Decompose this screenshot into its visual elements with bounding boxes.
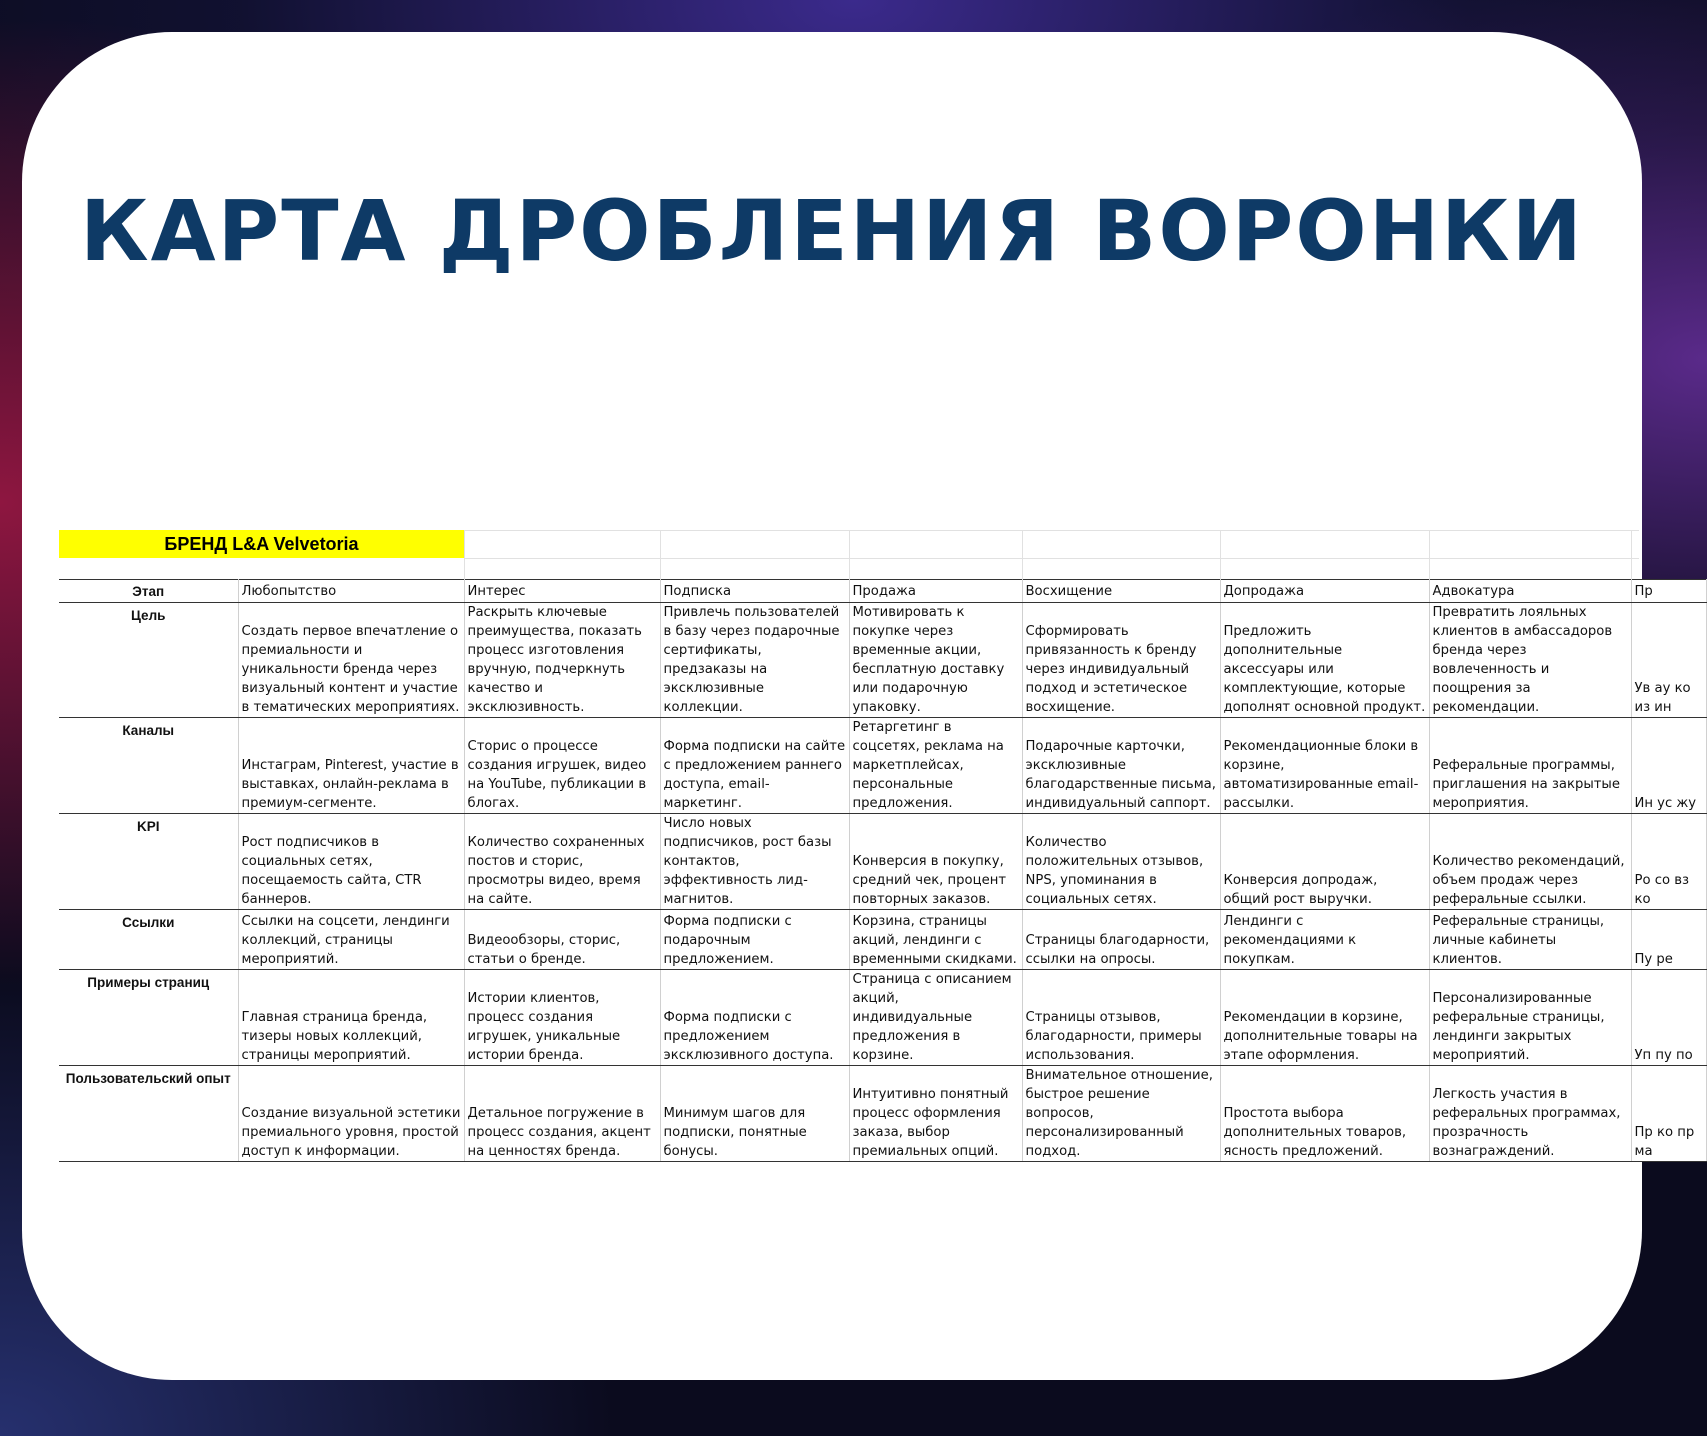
table-cell: Привлечь пользователей в базу через подарочные сертификаты, предзаказы на эксклюзивные коллекции.: [660, 603, 849, 718]
table-cell: Страница с описанием акций, индивидуальные предложения в корзине.: [849, 970, 1022, 1066]
table-cell: Интуитивно понятный процесс оформления заказа, выбор премиальных опций.: [849, 1066, 1022, 1162]
table-cell: Рекомендационные блоки в корзине, автоматизированные email-рассылки.: [1220, 718, 1429, 814]
table-cell: Конверсия допродаж, общий рост выручки.: [1220, 814, 1429, 910]
table-cell: Число новых подписчиков, рост базы контактов, эффективность лид-магнитов.: [660, 814, 849, 910]
row-label: KPI: [59, 814, 238, 910]
table-cell: Реферальные страницы, личные кабинеты клиентов.: [1429, 910, 1631, 970]
brand-cell: БРЕНД L&A Velvetoria: [59, 530, 464, 558]
table-cell: Ув ау ко из ин: [1631, 603, 1706, 718]
table-cell: Рекомендации в корзине, дополнительные товары на этапе оформления.: [1220, 970, 1429, 1066]
table-cell: Раскрыть ключевые преимущества, показать процесс изготовления вручную, подчеркнуть качество и эксклюзивность.: [464, 603, 660, 718]
table-cell: Пу ре: [1631, 910, 1706, 970]
table-cell: Создать первое впечатление о премиальности и уникальности бренда через визуальный контент и участие в тематических мероприятиях.: [238, 603, 464, 718]
table-row: [59, 814, 1706, 910]
table-cell: Форма подписки на сайте с предложением раннего доступа, email-маркетинг.: [660, 718, 849, 814]
table-cell: Пр ко пр ма: [1631, 1066, 1706, 1162]
table-cell: Лендинги с рекомендациями к покупкам.: [1220, 910, 1429, 970]
table-cell: Истории клиентов, процесс создания игрушек, уникальные истории бренда.: [464, 970, 660, 1066]
table-cell: Рост подписчиков в социальных сетях, посещаемость сайта, CTR баннеров.: [238, 814, 464, 910]
table-cell: Ссылки на соцсети, лендинги коллекций, страницы мероприятий.: [238, 910, 464, 970]
table-cell: Сторис о процессе создания игрушек, видео на YouTube, публикации в блогах.: [464, 718, 660, 814]
row-label: Ссылки: [59, 910, 238, 970]
slide-card: [22, 32, 1697, 1380]
table-cell: Мотивировать к покупке через временные акции, бесплатную доставку или подарочную упаковку.: [849, 603, 1022, 718]
table-row: [59, 970, 1706, 1066]
header-cell: Адвокатура: [1429, 580, 1631, 603]
header-stage-label: Этап: [59, 580, 238, 603]
table-cell: Страницы отзывов, благодарности, примеры использования.: [1022, 970, 1220, 1066]
header-cell: Допродажа: [1220, 580, 1429, 603]
header-cell: Подписка: [660, 580, 849, 603]
table-cell: Превратить лояльных клиентов в амбассадоров бренда через вовлеченность и поощрения за рекомендации.: [1429, 603, 1631, 718]
table-cell: Ретаргетинг в соцсетях, реклама на маркетплейсах, персональные предложения.: [849, 718, 1022, 814]
table-cell: Форма подписки с подарочным предложением.: [660, 910, 849, 970]
row-label: Цель: [59, 603, 238, 718]
table-cell: Персонализированные реферальные страницы, лендинги закрытых мероприятий.: [1429, 970, 1631, 1066]
table-header-row: [59, 580, 1706, 603]
spreadsheet-screenshot: [59, 530, 1697, 1159]
table-row: [59, 1066, 1706, 1162]
table-cell: Реферальные программы, приглашения на закрытые мероприятия.: [1429, 718, 1631, 814]
table-cell: Страницы благодарности, ссылки на опросы.: [1022, 910, 1220, 970]
table-cell: Создание визуальной эстетики премиального уровня, простой доступ к информации.: [238, 1066, 464, 1162]
table-cell: Минимум шагов для подписки, понятные бонусы.: [660, 1066, 849, 1162]
table-cell: Ро со вз ко: [1631, 814, 1706, 910]
table-row: [59, 603, 1706, 718]
table-cell: Подарочные карточки, эксклюзивные благодарственные письма, индивидуальный саппорт.: [1022, 718, 1220, 814]
table-cell: Уп пу по: [1631, 970, 1706, 1066]
table-row: [59, 910, 1706, 970]
table-cell: Количество рекомендаций, объем продаж через реферальные ссылки.: [1429, 814, 1631, 910]
table-cell: Сформировать привязанность к бренду через индивидуальный подход и эстетическое восхищение.: [1022, 603, 1220, 718]
row-label: Каналы: [59, 718, 238, 814]
funnel-table-body: [59, 580, 1706, 1162]
header-cell: Любопытство: [238, 580, 464, 603]
table-cell: Количество сохраненных постов и сторис, просмотры видео, время на сайте.: [464, 814, 660, 910]
table-cell: Главная страница бренда, тизеры новых коллекций, страницы мероприятий.: [238, 970, 464, 1066]
table-cell: Ин ус жу: [1631, 718, 1706, 814]
header-cell: Восхищение: [1022, 580, 1220, 603]
header-cell: Пр: [1631, 580, 1706, 603]
slide-title: КАРТА ДРОБЛЕНИЯ ВОРОНКИ: [80, 182, 1584, 280]
table-cell: Форма подписки с предложением эксклюзивного доступа.: [660, 970, 849, 1066]
funnel-table: [59, 579, 1707, 1162]
table-cell: Инстаграм, Pinterest, участие в выставках, онлайн-реклама в премиум-сегменте.: [238, 718, 464, 814]
table-cell: Простота выбора дополнительных товаров, ясность предложений.: [1220, 1066, 1429, 1162]
table-row: [59, 718, 1706, 814]
table-cell: Детальное погружение в процесс создания, акцент на ценностях бренда.: [464, 1066, 660, 1162]
table-cell: Количество положительных отзывов, NPS, упоминания в социальных сетях.: [1022, 814, 1220, 910]
table-cell: Конверсия в покупку, средний чек, процент повторных заказов.: [849, 814, 1022, 910]
table-cell: Видеообзоры, сторис, статьи о бренде.: [464, 910, 660, 970]
row-label: Примеры страниц: [59, 970, 238, 1066]
header-cell: Интерес: [464, 580, 660, 603]
table-cell: Предложить дополнительные аксессуары или комплектующие, которые дополнят основной продукт.: [1220, 603, 1429, 718]
header-cell: Продажа: [849, 580, 1022, 603]
table-cell: Корзина, страницы акций, лендинги с временными скидками.: [849, 910, 1022, 970]
row-label: Пользовательский опыт: [59, 1066, 238, 1162]
table-cell: Внимательное отношение, быстрое решение вопросов, персонализированный подход.: [1022, 1066, 1220, 1162]
table-cell: Легкость участия в реферальных программах, прозрачность вознаграждений.: [1429, 1066, 1631, 1162]
